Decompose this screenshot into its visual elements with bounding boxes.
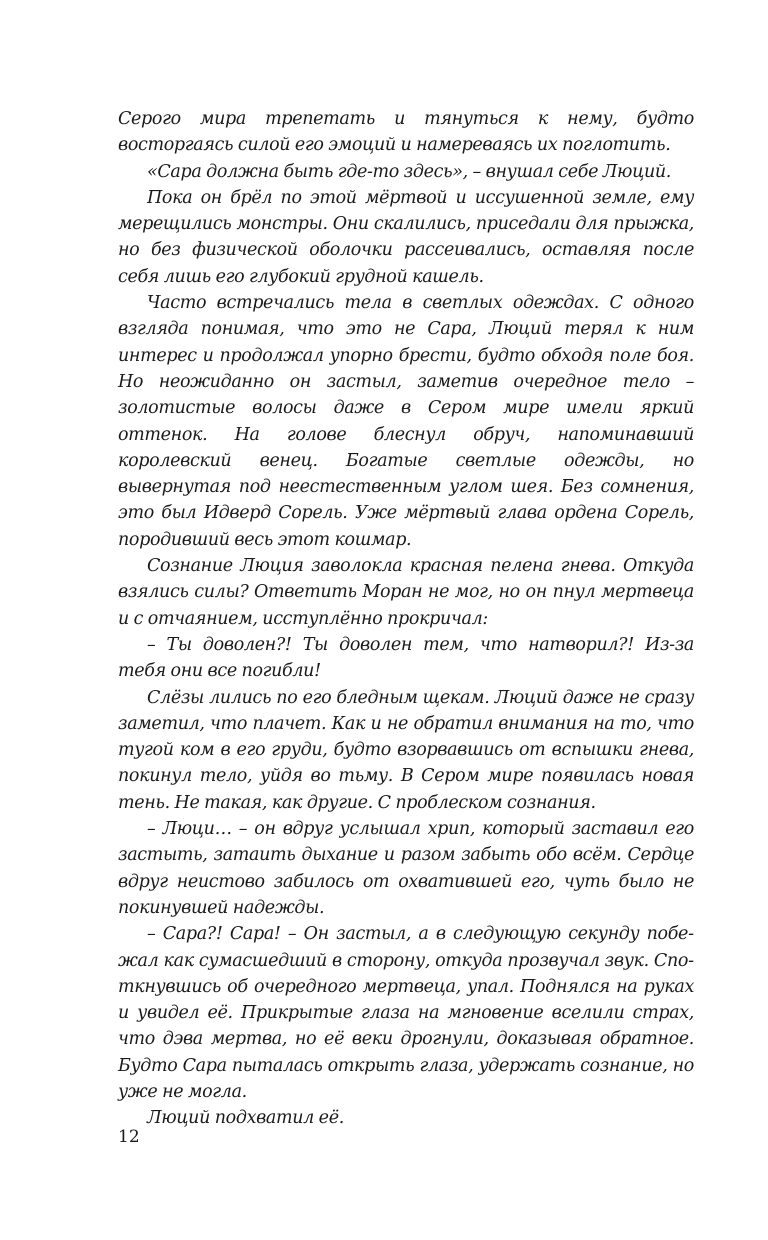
paragraph: Слёзы лились по его бледным щекам. Люций даже не сразу заметил, что плачет. Как и не обратил внимания на то, что тугой ком в его груди, будто взорвавшись от вспышки гнева, покинул тело, уйдя во тьму. В Сером мире появилась новая тень. Не такая, как другие. С проблеском сознания. [118, 687, 694, 813]
paragraph: – Сара?! Сара! – Он застыл, а в следующую секунду побежал как сумасшедший в сторону, откуда прозвучал звук. Споткнувшись об очередного мертвеца, упал. Поднялся на руках и увидел её. Прикрытые глаза на мгновение вселили страх, что дэва мертва, но её веки дрогнули, доказывая обратное. Будто Сара пыталась открыть глаза, удержать сознание, но уже не могла. [118, 924, 694, 1102]
paragraph: Часто встречались тела в светлых одеждах. С одного взгляда понимая, что это не Сара, Люций терял к ним интерес и продолжал упорно брести, будто обходя поле боя. Но неожиданно он застыл, заметив очередное тело – золотистые волосы даже в Сером мире имели яркий оттенок. На голове блеснул обруч, напоминавший королевский венец. Богатые светлые одежды, но вывернутая под неестественным углом шея. Без сомнения, это был Идверд Сорель. Уже мёртвый глава ордена Сорель, породивший весь этот кошмар. [118, 293, 694, 550]
paragraph: – Люци… – он вдруг услышал хрип, который заставил его застыть, затаить дыхание и разом забыть обо всём. Сердце вдруг неистово забилось от охватившей его, чуть было не покинувшей надежды. [118, 819, 694, 918]
paragraph: Серого мира трепетать и тянуться к нему, будто восторгаясь силой его эмоций и намереваясь их поглотить. [118, 109, 694, 156]
paragraph: – Ты доволен?! Ты доволен тем, что натворил?! Из-за тебя они все погибли! [118, 634, 694, 682]
page-number: 12 [118, 1127, 140, 1147]
body-text [118, 106, 694, 1132]
paragraph: Пока он брёл по этой мёртвой и иссушенной земле, ему мерещились монстры. Они скалились, приседали для прыжка, но без физической оболочки рассеивались, оставляя после себя лишь его глубокий грудной кашель. [118, 187, 694, 287]
paragraph: Сознание Люция заволокла красная пелена гнева. Откуда взялись силы? Ответить Моран не мог, но он пнул мертвеца и с отчаянием, исступлённо прокричал: [118, 556, 694, 629]
paragraph: Люций подхватил её. [147, 1108, 344, 1129]
paragraph: «Сара должна быть где-то здесь», – внушал себе Люций. [147, 161, 672, 182]
